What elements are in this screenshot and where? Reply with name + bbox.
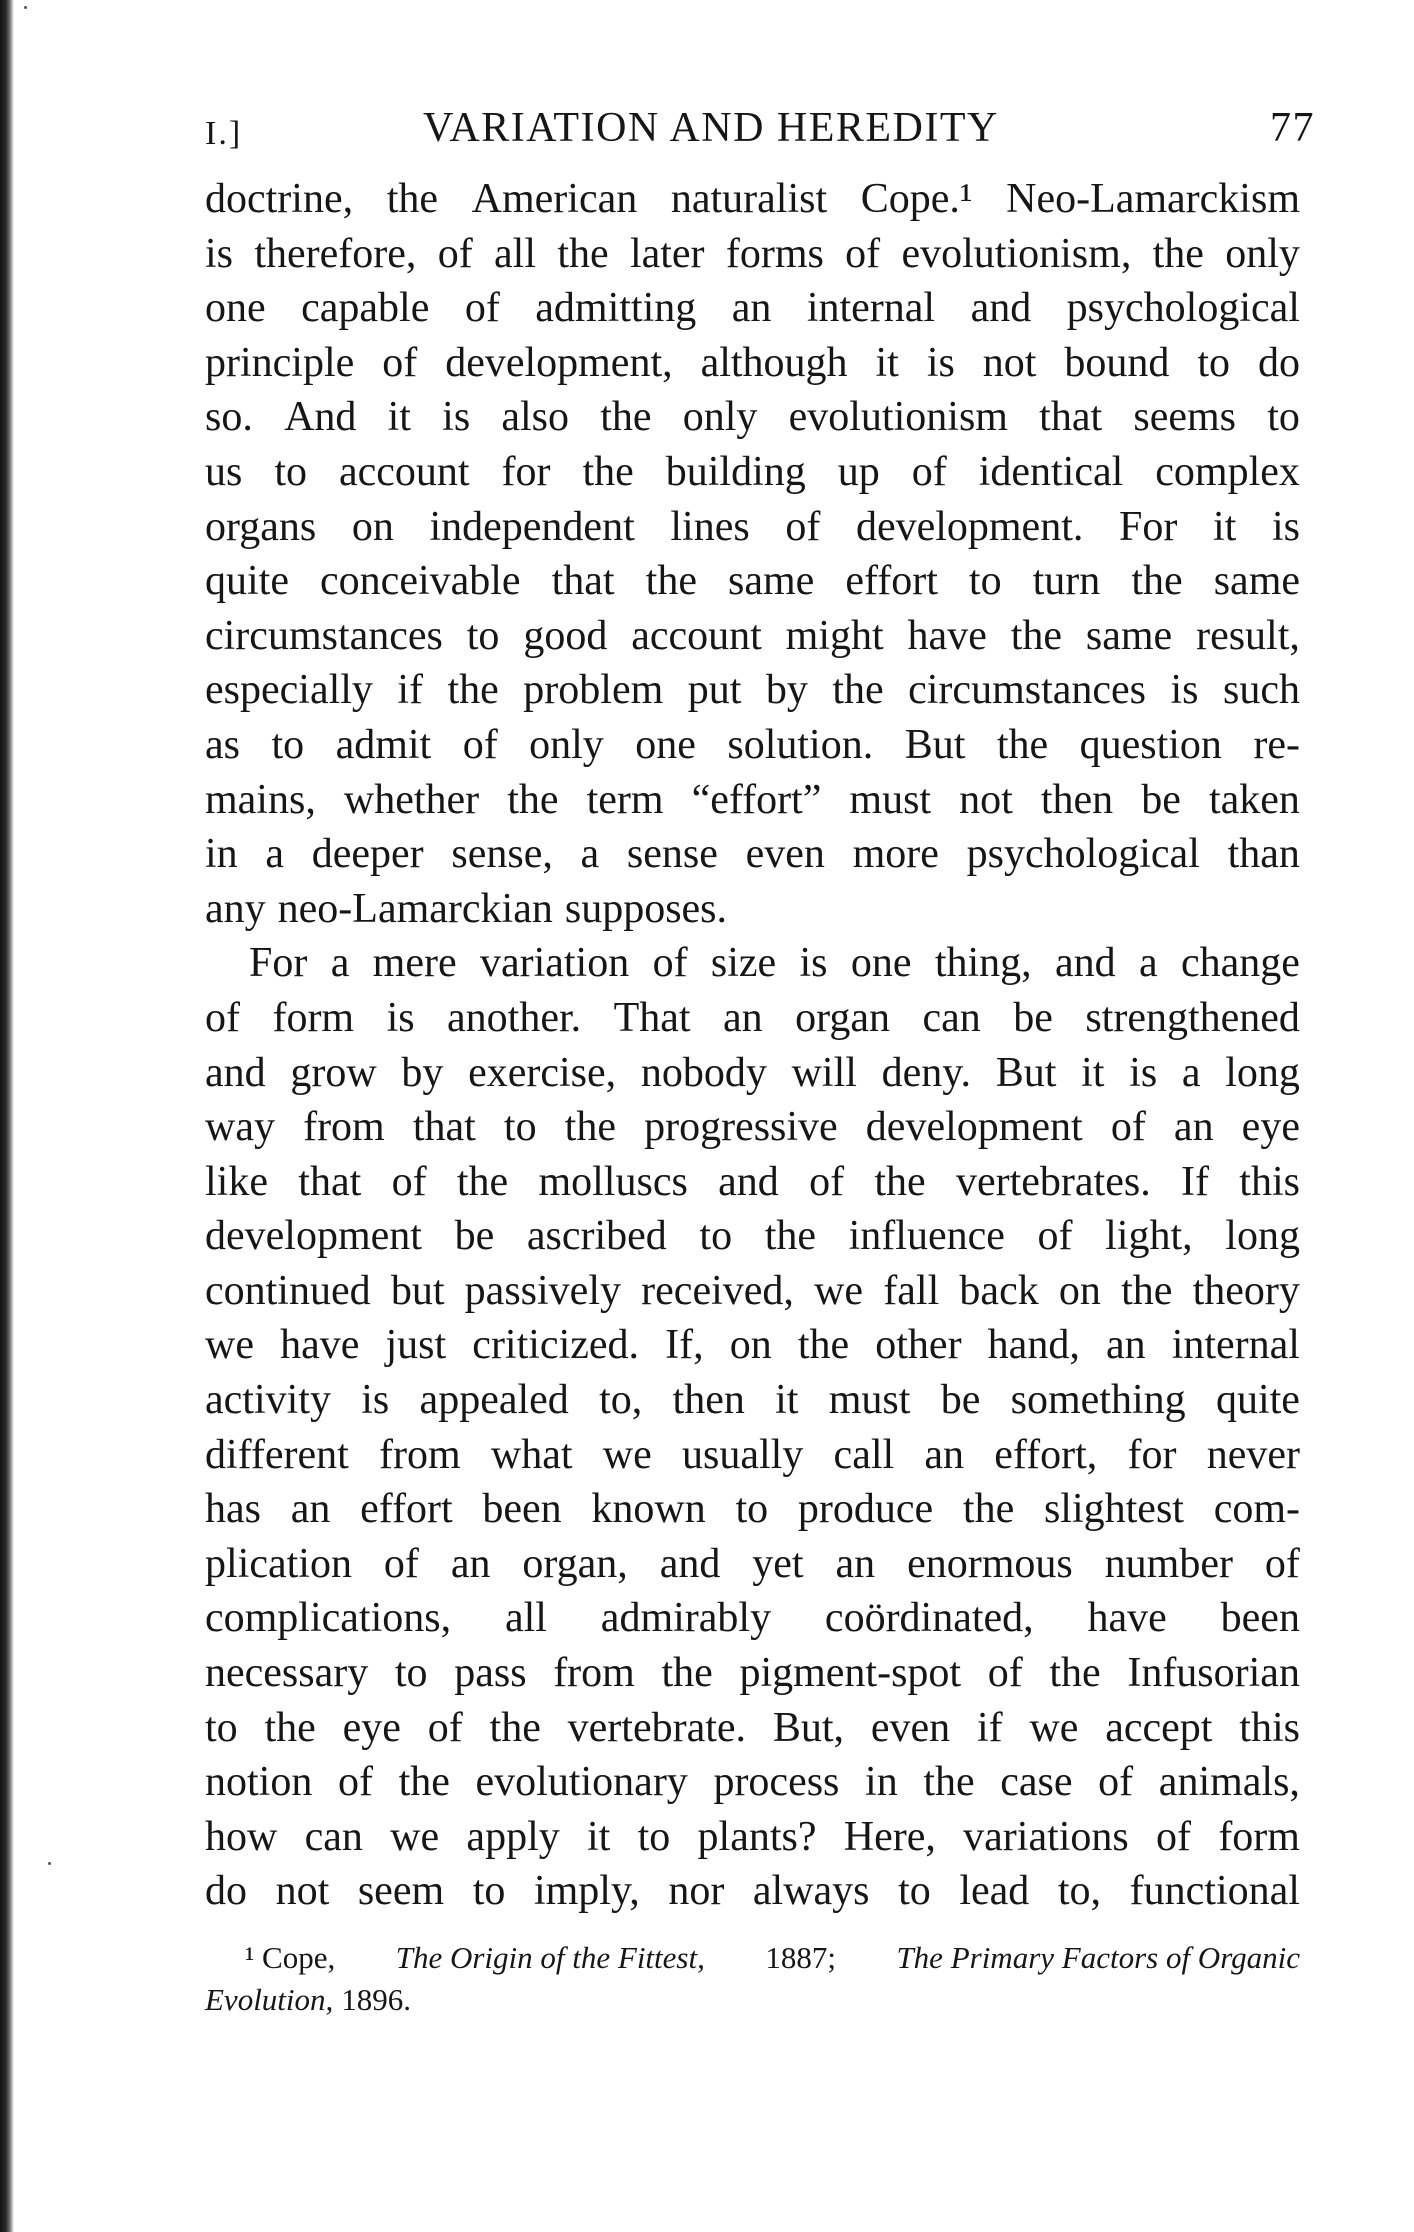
text-line: circumstances to good account might have the same result, [205, 612, 1300, 659]
text-line: especially if the problem put by the circumstances is such [205, 667, 1300, 714]
body-text [205, 172, 1300, 1919]
page-number: 77 [1270, 105, 1315, 151]
text-line: quite conceivable that the same effort to turn the same [205, 558, 1300, 605]
text-line: For a mere variation of size is one thing, and a change [249, 940, 1300, 987]
text-line: one capable of admitting an internal and psychological [205, 285, 1300, 332]
text-line: organs on independent lines of development. For it is [205, 503, 1300, 550]
footnote [205, 1937, 1300, 2021]
footnote-marker: ¹ [245, 1940, 255, 1975]
chapter-marker: I.] [205, 115, 243, 152]
text-line: is therefore, of all the later forms of evolutionism, the only [205, 230, 1300, 277]
text-line: mains, whether the term “effort” must not then be taken [205, 776, 1300, 823]
text-line: how can we apply it to plants? Here, variations of form [205, 1813, 1300, 1860]
text-line: any neo-Lamarckian supposes. [205, 885, 728, 932]
text-line: so. And it is also the only evolutionism that seems to [205, 394, 1300, 441]
footnote-line [205, 1937, 1300, 1979]
running-title: VARIATION AND HEREDITY [423, 105, 999, 151]
text-line: continued but passively received, we fall back on the theory [205, 1267, 1300, 1314]
scan-edge-shadow [0, 0, 14, 2232]
text-line: different from what we usually call an effort, for never [205, 1431, 1300, 1478]
text-line: activity is appealed to, then it must be something quite [205, 1377, 1300, 1424]
text-line: has an effort been known to produce the slightest com- [205, 1486, 1300, 1533]
text-line: development be ascribed to the influence of light, long [205, 1213, 1300, 1260]
text-line: necessary to pass from the pigment-spot of the Infusorian [205, 1650, 1300, 1697]
book-page [205, 98, 1315, 2021]
footnote-title: The Primary Factors of Organic [896, 1940, 1300, 1975]
text-line: of form is another. That an organ can be strengthened [205, 994, 1300, 1041]
footnote-title: Evolution, [205, 1982, 334, 2017]
footnote-author: Cope, [262, 1940, 336, 1975]
text-line: doctrine, the American naturalist Cope.¹ Neo-Lamarckism [205, 176, 1300, 222]
text-line: notion of the evolutionary process in the case of animals, [205, 1759, 1300, 1806]
footnote-year: 1887; [765, 1940, 836, 1975]
text-line: we have just criticized. If, on the other hand, an internal [205, 1322, 1300, 1369]
footnote-year: 1896. [341, 1982, 412, 2017]
footnote-title: The Origin of the Fittest, [395, 1940, 705, 1975]
text-line: like that of the molluscs and of the vertebrates. If this [205, 1158, 1300, 1205]
text-line: way from that to the progressive development of an eye [205, 1104, 1300, 1151]
text-line: to the eye of the vertebrate. But, even if we accept this [205, 1704, 1300, 1751]
scan-speck [48, 1862, 51, 1865]
text-line: principle of development, although it is not bound to do [205, 339, 1300, 386]
text-line: complications, all admirably coördinated, have been [205, 1595, 1300, 1642]
text-line: as to admit of only one solution. But the question re- [205, 721, 1300, 768]
scan-speck [24, 6, 27, 9]
text-line: us to account for the building up of identical complex [205, 448, 1300, 495]
text-line: do not seem to imply, nor always to lead to, functional [205, 1868, 1300, 1915]
text-line: in a deeper sense, a sense even more psychological than [205, 831, 1300, 878]
text-line: plication of an organ, and yet an enormous number of [205, 1540, 1300, 1587]
footnote-line [205, 1979, 1300, 2021]
running-head [205, 98, 1315, 158]
text-line: and grow by exercise, nobody will deny. But it is a long [205, 1049, 1300, 1096]
